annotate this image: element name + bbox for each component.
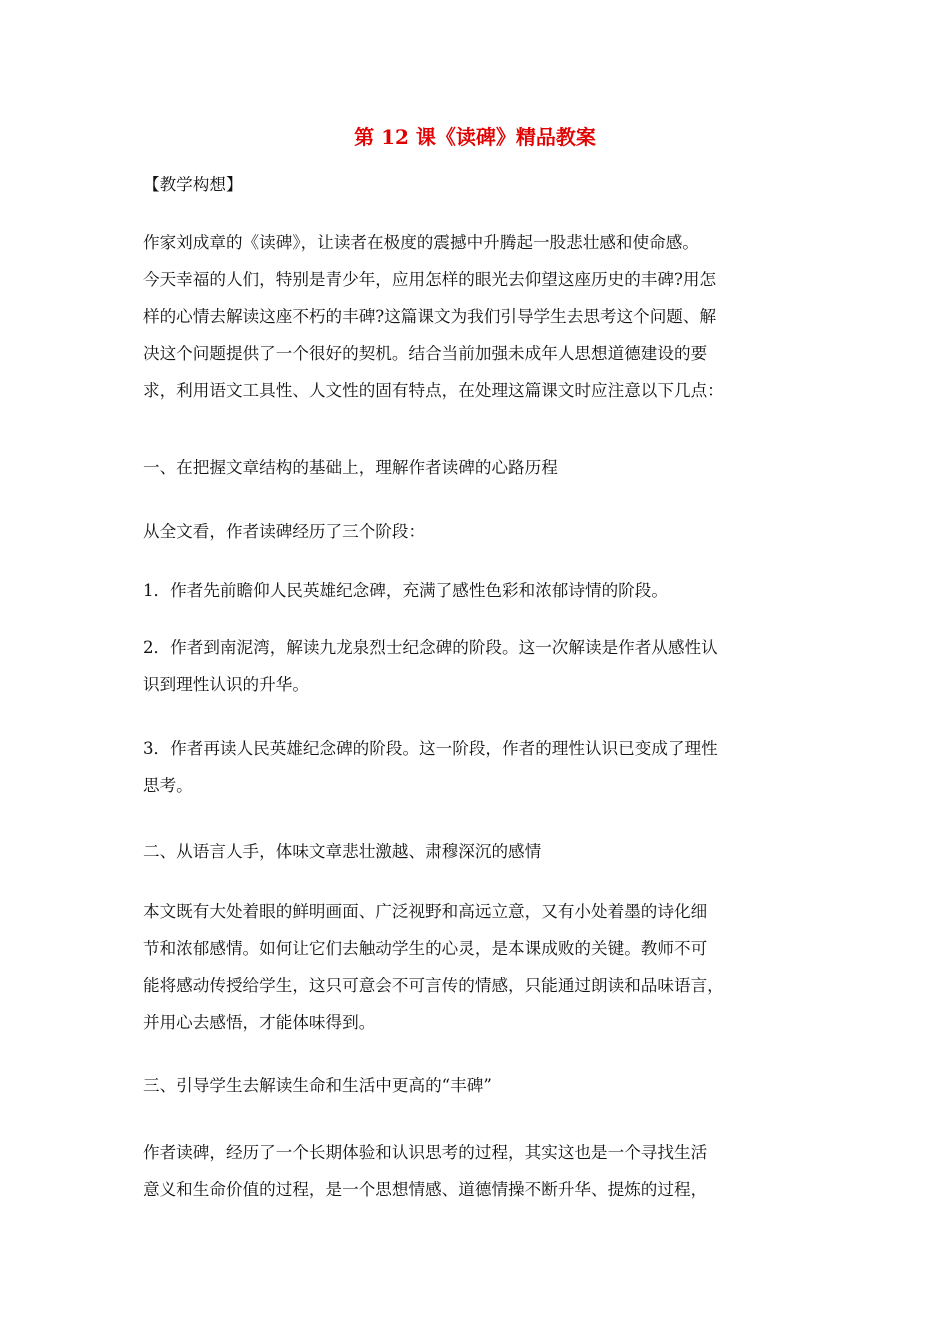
point3-heading: 三、引导学生去解读生命和生活中更高的“丰碑” [143, 1076, 492, 1095]
stage2-line: 2．作者到南泥湾，解读九龙泉烈士纪念碑的阶段。这一次解读是作者从感性认 [143, 638, 718, 657]
intro-line: 样的心情去解读这座不朽的丰碑?这篇课文为我们引导学生去思考这个问题、解 [143, 307, 717, 326]
section-header: 【教学构想】 [143, 175, 243, 194]
page-title: 第 12 课《读碑》精品教案 [354, 125, 596, 149]
point2-heading: 二、从语言人手，体味文章悲壮激越、肃穆深沉的感情 [143, 842, 542, 861]
stage1-text: 1．作者先前瞻仰人民英雄纪念碑，充满了感性色彩和浓郁诗情的阶段。 [143, 581, 668, 600]
point2-paragraph [143, 897, 813, 1045]
point3-paragraph [143, 1138, 813, 1212]
intro-line: 求，利用语文工具性、人文性的固有特点，在处理这篇课文时应注意以下几点： [143, 381, 724, 400]
point1-heading: 一、在把握文章结构的基础上，理解作者读碑的心路历程 [143, 458, 558, 477]
stages-intro: 从全文看，作者读碑经历了三个阶段： [143, 522, 426, 541]
stage2-paragraph [143, 633, 813, 707]
point2-line: 能将感动传授给学生，这只可意会不可言传的情感，只能通过朗读和品味语言， [143, 976, 724, 995]
point2-line: 节和浓郁感情。如何让它们去触动学生的心灵，是本课成败的关键。教师不可 [143, 939, 708, 958]
point2-line: 并用心去感悟，才能体味得到。 [143, 1013, 376, 1032]
stage3-line: 思考。 [143, 776, 193, 795]
stage3-line: 3．作者再读人民英雄纪念碑的阶段。这一阶段，作者的理性认识已变成了理性 [143, 739, 718, 758]
stage3-paragraph [143, 734, 813, 808]
point3-line: 意义和生命价值的过程，是一个思想情感、道德情操不断升华、提炼的过程， [143, 1180, 708, 1199]
point2-line: 本文既有大处着眼的鲜明画面、广泛视野和高远立意，又有小处着墨的诗化细 [143, 902, 708, 921]
intro-paragraph [143, 228, 813, 413]
intro-line: 决这个问题提供了一个很好的契机。结合当前加强未成年人思想道德建设的要 [143, 344, 708, 363]
point3-line: 作者读碑，经历了一个长期体验和认识思考的过程，其实这也是一个寻找生活 [143, 1143, 708, 1162]
intro-line: 今天幸福的人们，特别是青少年，应用怎样的眼光去仰望这座历史的丰碑?用怎 [143, 270, 717, 289]
stage2-line: 识到理性认识的升华。 [143, 675, 309, 694]
intro-line: 作家刘成章的《读碑》，让读者在极度的震撼中升腾起一股悲壮感和使命感。 [143, 233, 699, 252]
